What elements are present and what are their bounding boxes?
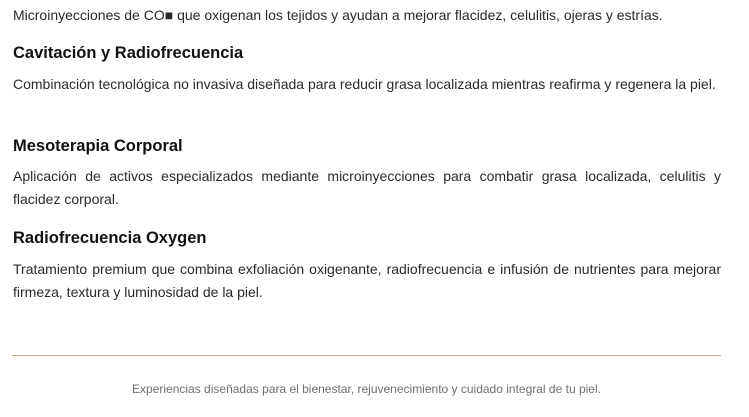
footer-divider bbox=[12, 355, 721, 356]
service-title: Cavitación y Radiofrecuencia bbox=[13, 44, 244, 62]
service-title: Radiofrecuencia Oxygen bbox=[13, 229, 207, 247]
services-document bbox=[13, 0, 721, 300]
footer-tagline: Experiencias diseñadas para el bienestar, rejuvenecimiento y cuidado integral de tu piel. bbox=[132, 382, 601, 396]
intro-paragraph: Microinyecciones de CO■ que oxigenan los tejidos y ayudan a mejorar flacidez, celulitis, ojeras y estrías. bbox=[13, 7, 663, 23]
service-description: Combinación tecnológica no invasiva diseñada para reducir grasa localizada mientras reafirma y regenera la piel. bbox=[13, 76, 716, 92]
service-description: Tratamiento premium que combina exfoliación oxigenante, radiofrecuencia e infusión de nutrientes para mejorar firmeza, textura y luminosidad de la piel. bbox=[13, 261, 721, 300]
service-description: Aplicación de activos especializados mediante microinyecciones para combatir grasa localizada, celulitis y flacidez corporal. bbox=[13, 168, 721, 207]
service-title: Mesoterapia Corporal bbox=[13, 137, 183, 155]
